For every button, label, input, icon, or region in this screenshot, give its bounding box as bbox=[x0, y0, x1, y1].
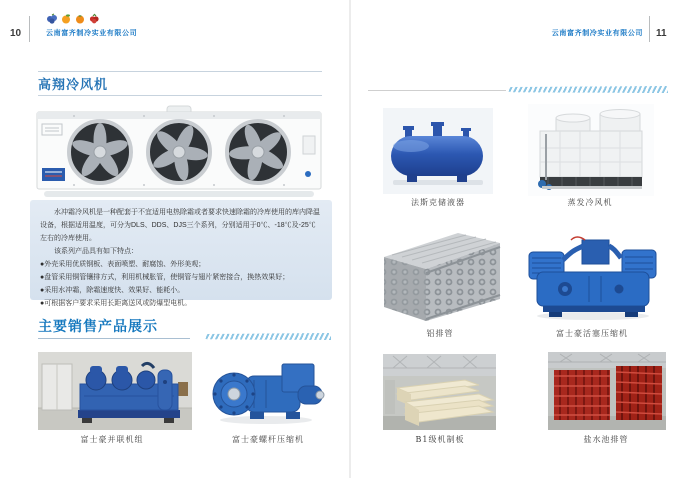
fan-blades bbox=[69, 111, 299, 193]
product-caption: 富士豪并联机组 bbox=[80, 435, 144, 444]
page-gutter bbox=[349, 0, 351, 478]
piston-compressor-photo bbox=[525, 230, 661, 324]
aluminum-tube-rack-photo bbox=[378, 227, 504, 323]
products-heading: 主要销售产品展示 bbox=[38, 318, 158, 334]
screw-compressor-photo bbox=[208, 356, 330, 426]
section-title-band bbox=[38, 71, 322, 96]
orange-icon bbox=[60, 13, 72, 24]
left-page-number: 10 bbox=[10, 28, 22, 39]
feature-bullet: ●盘管采用铜管镶排方式，利用机械胀管，使铜管与翅片紧密接合，换热效果好； bbox=[40, 273, 290, 281]
left-header-divider bbox=[29, 16, 30, 42]
product-caption: 富士豪螺杆压缩机 bbox=[232, 435, 304, 444]
blueberry-icon bbox=[46, 13, 58, 24]
air-cooler-photo bbox=[34, 102, 324, 202]
intro-text-box bbox=[30, 200, 332, 307]
right-company-name: 云南富齐制冷实业有限公司 bbox=[551, 30, 643, 37]
feature-bullet: ●外壳采用优质钢板、表面喷塑、耐腐蚀、外形美观； bbox=[40, 260, 206, 268]
right-page-number: 11 bbox=[656, 28, 667, 39]
left-company-name: 云南富齐制冷实业有限公司 bbox=[46, 30, 138, 37]
header-fruit-icons bbox=[46, 13, 100, 24]
products-heading-underline bbox=[38, 338, 190, 339]
b1-panel-photo bbox=[383, 354, 496, 430]
right-header-divider bbox=[649, 16, 650, 42]
liquid-receiver-photo bbox=[383, 108, 493, 194]
intro-paragraph: 水冲霜冷风机是一种配套于不宜适用电热除霜或者要求快速除霜的冷库使用的库内降温设备，根据适用温度，可分为DLS、DDS、DJS三个系列，分别适用于0℃、-18℃及-25℃左右的冷库使用。 bbox=[40, 209, 320, 242]
parallel-compressor-unit-photo bbox=[38, 352, 192, 430]
feature-bullet: ●采用水冲霜，除霜速度快、效果好、能耗小。 bbox=[40, 286, 185, 294]
product-caption: 蒸发冷风机 bbox=[567, 198, 613, 207]
product-caption: 盐水池排管 bbox=[583, 435, 629, 444]
evaporative-cooler-photo bbox=[528, 104, 654, 196]
decor-ribbon-right bbox=[506, 86, 668, 93]
intro-features-lead: 该系列产品具有如下特点： bbox=[54, 247, 138, 255]
section-title: 高翔冷风机 bbox=[38, 78, 109, 93]
brine-pool-tube-photo bbox=[548, 352, 666, 430]
product-caption: B1级机制板 bbox=[415, 435, 465, 444]
right-page-topline bbox=[368, 90, 506, 91]
product-caption: 法斯克储液器 bbox=[411, 198, 465, 207]
product-caption: 富士豪活塞压缩机 bbox=[556, 329, 628, 338]
feature-bullet: ●可根据客户要求采用长距离送风或防爆型电机。 bbox=[40, 299, 192, 307]
persimmon-icon bbox=[74, 13, 86, 24]
strawberry-icon bbox=[88, 13, 100, 24]
product-caption: 铝排管 bbox=[426, 329, 454, 338]
decor-ribbon-left bbox=[203, 333, 331, 340]
